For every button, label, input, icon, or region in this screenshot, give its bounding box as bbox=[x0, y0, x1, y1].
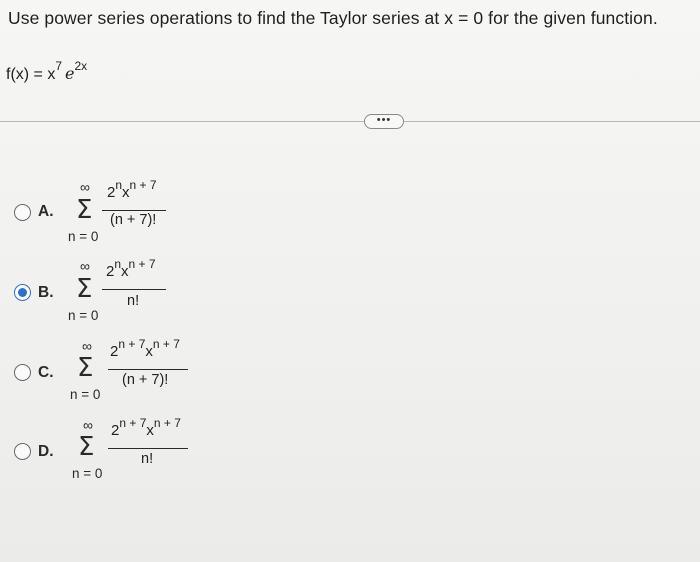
summation-icon: Σ bbox=[76, 274, 93, 304]
radio-option-c[interactable] bbox=[14, 364, 31, 381]
fraction-bar bbox=[102, 289, 166, 290]
numerator: $2^nx^{n + 7}$ bbox=[106, 257, 156, 280]
sum-lower-limit: n = 0 bbox=[70, 387, 101, 402]
e-exponent: 2x bbox=[74, 59, 88, 73]
sum-upper-limit: ∞ bbox=[80, 179, 90, 195]
numerator: $2^nx^{n + 7}$ bbox=[107, 178, 157, 201]
option-b-letter: B. bbox=[38, 284, 54, 301]
radio-option-b[interactable] bbox=[14, 284, 31, 301]
sum-upper-limit: ∞ bbox=[82, 338, 92, 354]
numerator: $2^{n + 7}x^{n + 7}$ bbox=[111, 416, 181, 439]
option-c-letter: C. bbox=[38, 364, 54, 381]
option-d-letter: D. bbox=[38, 443, 54, 460]
denominator: (n + 7)! bbox=[122, 372, 169, 388]
option-c[interactable] bbox=[0, 337, 700, 422]
option-a-letter: A. bbox=[38, 203, 54, 220]
sum-upper-limit: ∞ bbox=[83, 417, 93, 433]
option-b[interactable] bbox=[0, 257, 700, 341]
summation-icon: Σ bbox=[78, 432, 95, 462]
sum-upper-limit: ∞ bbox=[80, 258, 90, 274]
fraction-bar bbox=[102, 210, 166, 211]
function-expression bbox=[6, 59, 88, 84]
function-base-e: e bbox=[65, 64, 75, 83]
sum-lower-limit: n = 0 bbox=[68, 229, 99, 244]
function-lhs: f(x) = x bbox=[6, 66, 56, 83]
question-text: Use power series operations to find the Taylor series at x = 0 for the given function. bbox=[8, 8, 658, 28]
sum-lower-limit: n = 0 bbox=[72, 466, 103, 481]
option-d[interactable] bbox=[0, 416, 700, 500]
fraction-bar bbox=[108, 448, 188, 449]
x-exponent: 7 bbox=[55, 59, 63, 73]
radio-option-a[interactable] bbox=[14, 204, 31, 221]
denominator: n! bbox=[141, 451, 154, 467]
fraction-bar bbox=[108, 369, 188, 370]
summation-icon: Σ bbox=[77, 353, 94, 383]
section-divider bbox=[0, 121, 700, 122]
summation-icon: Σ bbox=[76, 195, 93, 225]
numerator: $2^{n + 7}x^{n + 7}$ bbox=[110, 337, 180, 360]
denominator: n! bbox=[127, 293, 140, 309]
radio-option-d[interactable] bbox=[14, 443, 31, 460]
option-a[interactable] bbox=[0, 180, 700, 260]
sum-lower-limit: n = 0 bbox=[68, 308, 99, 323]
denominator: (n + 7)! bbox=[110, 212, 157, 228]
more-options-button[interactable]: ••• bbox=[364, 114, 404, 129]
